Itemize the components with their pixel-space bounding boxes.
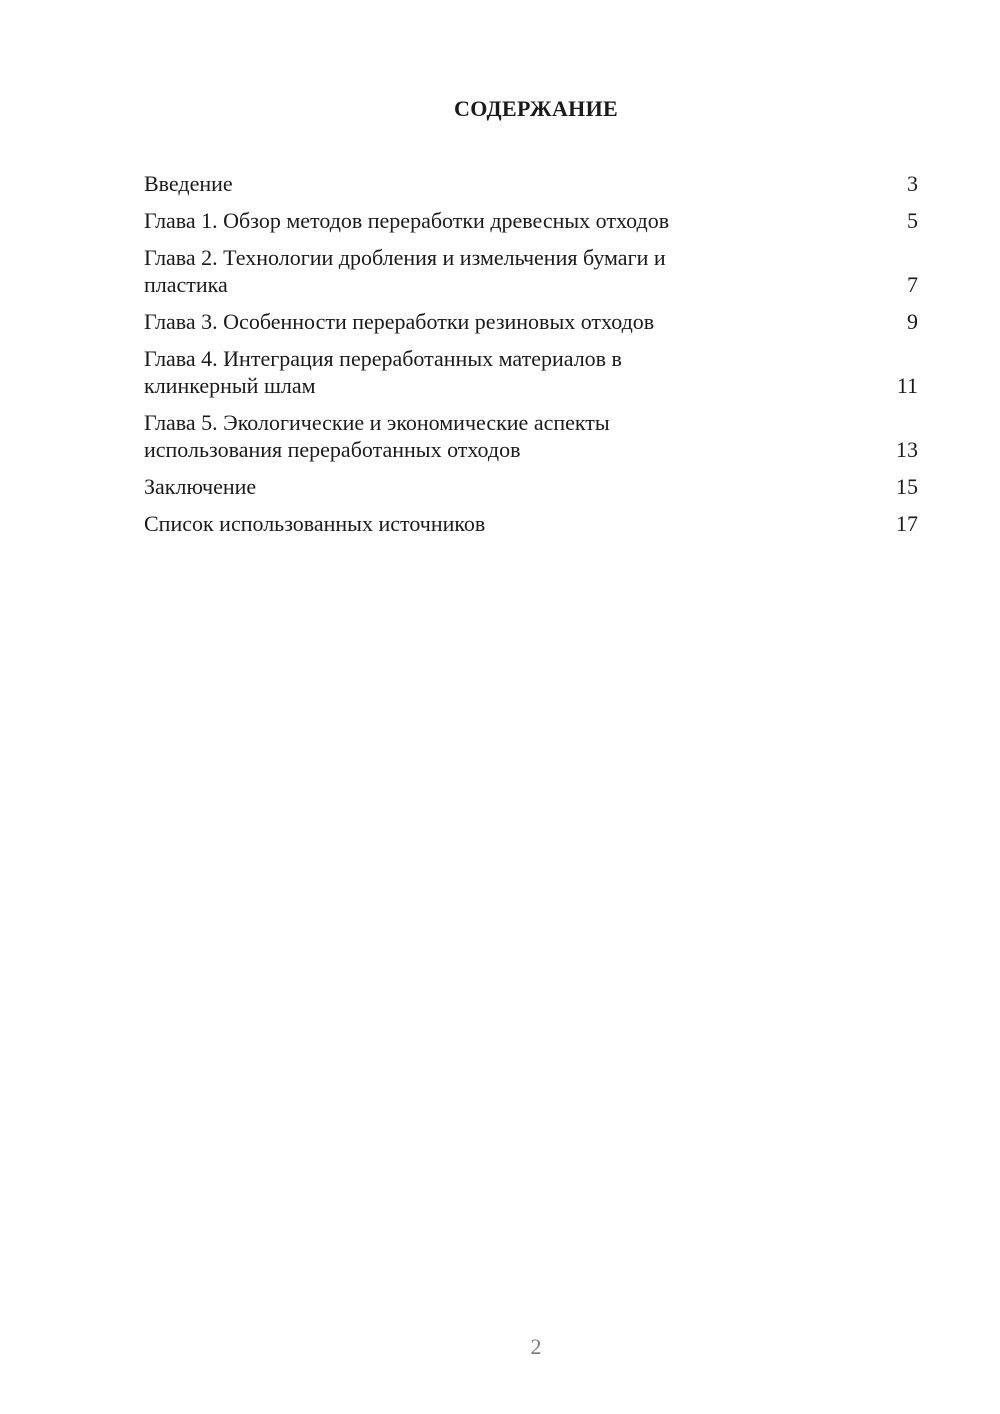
toc-entry-page: 5 [907, 208, 918, 233]
toc-entry-title: Глава 4. Интеграция переработанных материалов в клинкерный шлам [144, 346, 622, 398]
toc-entry-title: Глава 5. Экологические и экономические аспекты использования переработанных отходов [144, 410, 610, 462]
toc-entry-page: 7 [907, 272, 918, 297]
toc-entry-references [144, 510, 918, 537]
toc-entry-introduction [144, 170, 918, 197]
toc-entry-conclusion [144, 473, 918, 500]
page-title: СОДЕРЖАНИЕ [454, 96, 618, 121]
toc-entry-chapter-2 [144, 244, 918, 298]
toc-entry-chapter-4 [144, 345, 918, 399]
toc-entry-chapter-3 [144, 308, 918, 335]
toc-entry-page: 9 [907, 309, 918, 334]
toc-entry-title: Введение [144, 171, 233, 196]
page-number: 2 [530, 1334, 542, 1359]
toc-entry-title: Глава 2. Технологии дробления и измельчения бумаги и пластика [144, 245, 666, 297]
toc-entry-page: 15 [896, 474, 918, 499]
table-of-contents [144, 170, 918, 547]
toc-entry-page: 3 [907, 171, 918, 196]
toc-entry-title: Заключение [144, 474, 257, 499]
toc-entry-page: 17 [896, 511, 918, 536]
toc-entry-chapter-5 [144, 409, 918, 463]
toc-entry-chapter-1 [144, 207, 918, 234]
toc-entry-title: Глава 3. Особенности переработки резиновых отходов [144, 309, 655, 334]
toc-entry-title: Список использованных источников [144, 511, 486, 536]
toc-entry-title: Глава 1. Обзор методов переработки древесных отходов [144, 208, 670, 233]
toc-entry-page: 13 [896, 437, 918, 462]
toc-entry-page: 11 [896, 373, 918, 398]
